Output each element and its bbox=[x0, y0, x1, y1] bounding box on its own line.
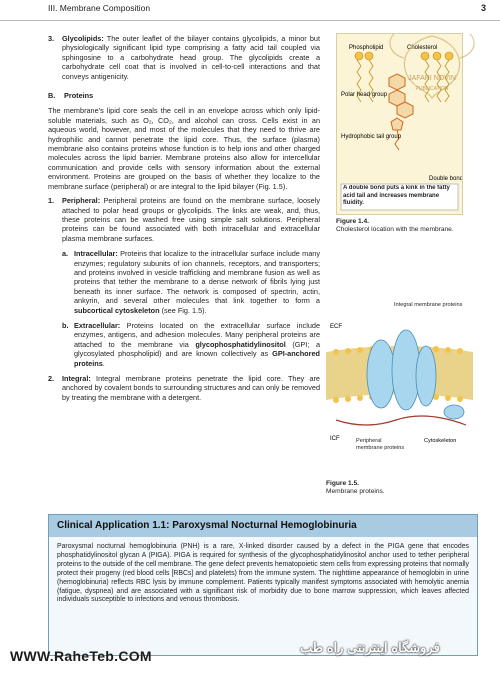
integral-label: Integral membrane proteins bbox=[394, 302, 463, 308]
bold-term: subcortical cytoskeleton bbox=[74, 305, 160, 315]
item-term: Peripheral: bbox=[62, 196, 101, 206]
item-term: Glycolipids: bbox=[62, 34, 104, 43]
clinical-body: Paroxysmal nocturnal hemoglobinuria (PNH) is a rare, X-linked disorder caused by a defect in the PIGA gene that encodes phosphatidylinositol glycan A (PIGA). PIGA is required for synthesis of the glycophosphatidylinositol anchor used to tether peripheral proteins to the outside of the cell membrane. The gene defect prevents hematopoietic stem cells from expressing proteins that normally protect their progeny (red blood cells [RBCs] and platelets) from the immune system. The nighttime appearance of hemoglobin in urine (hemoglobinuria) reflects RBC lysis by immune complement. Patients typically manifest symptoms associated with hemolytic anemia (fatigue, dyspnea) and are associated with a significant risk of morbidity due to bone marrow suppression, which leaves affected individuals susceptible to infections and venous thrombosis. bbox=[57, 543, 469, 604]
proteins-paragraph: The membrane's lipid core seals the cell in an envelope across which only lipid-soluble materials, such as O₂, CO₂, and alcohol can cross. Cells exist in an aqueous world, however, and most of the molecules that they need to thrive are hydrophilic and cannot penetrate the lipid core. Thus, the surface (plasma) membrane also contains proteins whose function is to help ions and other charged molecules across the lipid barrier. Membrane proteins also allow for intercellular communication and provide cells with sensory information about the external environment. Proteins are grouped on the basis of whether they localize to the membrane surface (peripheral) or are integral to the lipid bilayer (Fig. 1.5). bbox=[48, 106, 320, 191]
item-text: Peripheral proteins are found on the membrane surface, loosely attached to polar head groups or glycolipids. The links are weak, and, thus, these proteins can be washed free using simple salt solutions. Peripheral proteins can be found associated with both intracellular and extracellular plasma membrane surfaces. bbox=[62, 196, 320, 243]
item-tail: . bbox=[102, 358, 105, 368]
item-text: Proteins located on the extracellular surface include enzymes, antigens, and adhesion molecules. Many peripheral proteins are attached to the membrane via bbox=[74, 320, 320, 349]
intracellular-item bbox=[62, 249, 320, 315]
item-text: Integral membrane proteins penetrate the lipid core. They are anchored by covalent bonds to surrounding structures and can only be removed by treating the membrane with a detergent. bbox=[62, 374, 320, 402]
caption-text: Membrane proteins. bbox=[326, 488, 385, 495]
section-heading-text: Proteins bbox=[64, 91, 94, 101]
item-number: 2. bbox=[48, 374, 55, 383]
item-term: Integral: bbox=[62, 374, 91, 383]
section-title: III. Membrane Composition bbox=[48, 3, 151, 13]
glycolipids-item bbox=[48, 34, 320, 81]
cytoskeleton-label: Cytoskeleton bbox=[424, 438, 457, 444]
clinical-application-box bbox=[48, 514, 478, 656]
logo-subtext: PUBLICATION bbox=[415, 86, 449, 92]
logo-text: JAFARI NOVIN bbox=[408, 75, 456, 82]
page-number: 3 bbox=[480, 3, 486, 13]
phospholipid-label: Phospholipid bbox=[349, 45, 384, 51]
persian-watermark: فروشگاه اینترنتی راه طب bbox=[300, 640, 440, 655]
icf-label: ICF bbox=[330, 436, 340, 442]
figure-1-5-caption bbox=[326, 480, 466, 496]
peripheral-item bbox=[48, 196, 320, 243]
hydrophobic-tail-label: Hydrophobic tail group bbox=[341, 134, 402, 140]
publisher-logo bbox=[384, 28, 480, 110]
item-term: Intracellular: bbox=[74, 249, 118, 259]
caption-text: Cholesterol location with the membrane. bbox=[336, 226, 454, 233]
membrane-protein-diagram bbox=[326, 300, 473, 472]
item-number: a. bbox=[62, 249, 69, 259]
extracellular-item bbox=[62, 321, 320, 368]
item-number: b. bbox=[62, 320, 69, 330]
item-text: The outer leaflet of the bilayer contains glycolipids, a minor but physiologically significant lipid type comprising a fatty acid tail coupled via sphingosine to a carbohydrate head group. The glycolipids create a carbohydrate cell coat that is involved in cell-to-cell interactions and that conveys antigenicity. bbox=[62, 34, 320, 81]
caption-number: Figure 1.5. bbox=[326, 480, 359, 487]
item-tail: (see Fig. 1.5). bbox=[159, 305, 207, 315]
caption-number: Figure 1.4. bbox=[336, 218, 369, 225]
ecf-label: ECF bbox=[330, 324, 342, 330]
figure-1-4-caption bbox=[336, 218, 476, 234]
cholesterol-label: Cholesterol bbox=[407, 45, 438, 51]
polar-head-label: Polar head group bbox=[341, 92, 388, 98]
double-bond-label: Double bond bbox=[429, 176, 462, 182]
section-heading bbox=[48, 91, 320, 100]
peripheral-protein bbox=[444, 405, 464, 419]
item-mid: (GPI; a glycosylated phospholipid) and are known collectively as bbox=[74, 339, 320, 359]
running-header bbox=[0, 0, 500, 21]
item-number: 3. bbox=[48, 34, 55, 43]
figure-1-5 bbox=[326, 300, 473, 472]
bold-term: glycophosphatidylinositol bbox=[195, 339, 286, 349]
integral-item bbox=[48, 374, 320, 402]
peripheral-label: Peripheral membrane proteins bbox=[356, 438, 405, 451]
item-text: Proteins that localize to the intracellular surface include many enzymes; regulatory subunits of ion channels, receptors, and transporters; and proteins involved in vesicle trafficking and membrane fusion as well as proteins that tether the membrane to a dense network of fibrils lying just beneath its inner surface. The network is composed of spectrin, actin, ankyrin, and several other molecules that link together to form a bbox=[74, 249, 320, 306]
figure-note: A double bond puts a kink in the fatty acid tail and increases membrane fluidity. bbox=[343, 185, 450, 206]
bold-term: GPI-anchored proteins bbox=[74, 349, 320, 368]
section-letter: B. bbox=[48, 91, 56, 101]
item-term: Extracellular: bbox=[74, 320, 121, 330]
site-watermark: WWW.RaheTeb.COM bbox=[10, 648, 152, 664]
main-column bbox=[48, 34, 320, 408]
item-number: 1. bbox=[48, 196, 55, 206]
clinical-title: Clinical Application 1.1: Paroxysmal Nocturnal Hemoglobinuria bbox=[49, 515, 477, 537]
